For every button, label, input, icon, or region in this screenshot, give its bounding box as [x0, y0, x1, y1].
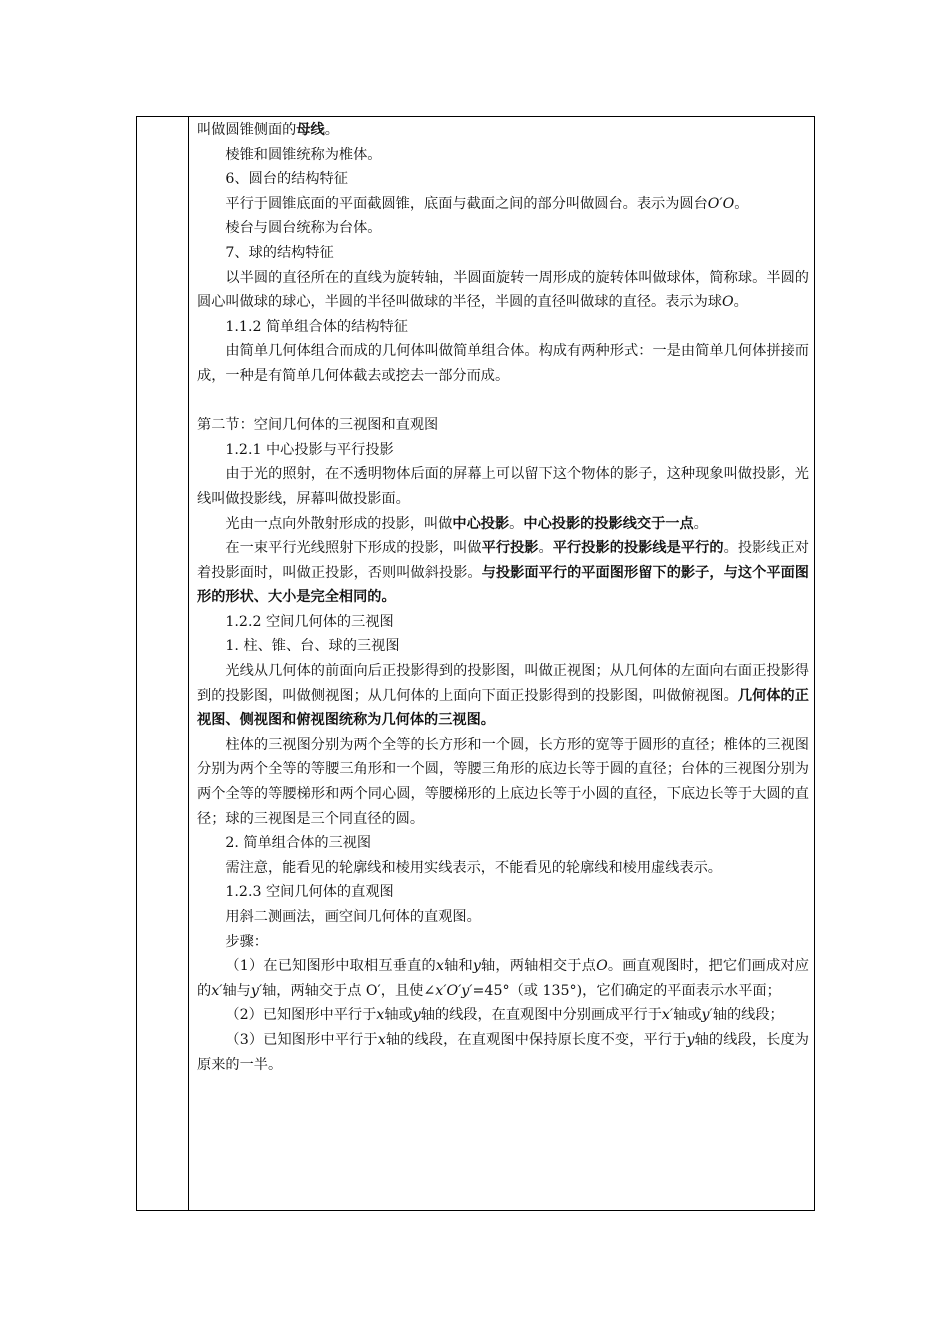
document-body — [197, 118, 809, 1077]
paragraph — [197, 192, 809, 217]
text: 在一束平行光线照射下形成的投影，叫做 — [225, 540, 482, 557]
column-divider — [188, 116, 189, 1211]
text: 轴的线段，长度为原来的一半。 — [197, 1031, 809, 1073]
paragraph — [197, 266, 809, 315]
math-symbol: x — [377, 1031, 386, 1048]
paragraph: 柱体的三视图分别为两个全等的长方形和一个圆，长方形的宽等于圆形的直径；椎体的三视图分别为两个全等的等腰三角形和一个圆，等腰三角形的底边长等于圆的直径；台体的三视图分别为两个全等的等腰梯形和两个同心圆，等腰梯形的上底边长等于小圆的直径，下底边长等于大圆的直径；球的三视图是三个同直径的圆。 — [197, 736, 809, 827]
paragraph: 棱台与圆台统称为台体。 — [225, 220, 382, 237]
math-symbol: x′O′y′ — [435, 982, 473, 999]
step-item — [197, 1028, 809, 1077]
math-symbol: O — [721, 294, 734, 311]
section-heading: 7、球的结构特征 — [225, 244, 334, 261]
section-heading: 1. 柱、锥、台、球的三视图 — [225, 638, 400, 655]
text: 轴与 — [222, 982, 251, 999]
math-symbol: O′O — [707, 195, 735, 212]
paragraph — [197, 512, 809, 537]
math-symbol: O — [596, 958, 608, 975]
math-symbol: x — [435, 958, 444, 975]
text: （2）已知图形中平行于 — [225, 1007, 377, 1024]
step-item — [197, 954, 809, 1003]
text: 。 — [324, 122, 339, 138]
subsection-heading: 1.2.3 空间几何体的直观图 — [225, 884, 394, 901]
bold-term: 中心投影的投影线交于一点 — [523, 515, 694, 532]
text: 平行于圆锥底面的平面截圆锥，底面与截面之间的部分叫做圆台。表示为圆台 — [225, 195, 708, 212]
text: 轴的线段，在直观图中保持原长度不变，平行于 — [385, 1031, 687, 1048]
bold-term: 中心投影 — [452, 515, 510, 532]
text: 。 — [509, 515, 524, 532]
math-symbol: x — [376, 1007, 385, 1024]
paragraph: 用斜二测画法，画空间几何体的直观图。 — [225, 909, 481, 925]
text: 。 — [733, 294, 748, 311]
text: 轴，两轴相交于点 — [480, 958, 597, 975]
text: 轴的线段，在直观图中分别画成平行于 — [420, 1007, 662, 1024]
paragraph: 由于光的照射，在不透明物体后面的屏幕上可以留下这个物体的影子，这种现象叫做投影，光线叫做投影线，屏幕叫做投影面。 — [197, 466, 809, 507]
text: 叫做圆锥侧面的 — [197, 122, 297, 138]
text: （1）在已知图形中取相互垂直的 — [225, 958, 436, 975]
text: 。投影线正对着投影面时，叫做正投影，否则叫做斜投影。 — [197, 540, 809, 581]
math-symbol: y — [472, 958, 481, 975]
text: 光由一点向外散射形成的投影，叫做 — [225, 515, 453, 532]
text: 。 — [734, 195, 749, 212]
math-symbol: y — [412, 1007, 421, 1024]
text: （3）已知图形中平行于 — [225, 1031, 378, 1048]
section-heading: 6、圆台的结构特征 — [225, 171, 348, 188]
math-symbol: x′ — [211, 982, 223, 999]
text: 轴或 — [673, 1007, 702, 1024]
bold-term: 母线 — [296, 122, 325, 138]
text: 。 — [538, 540, 553, 557]
section-heading: 2. 简单组合体的三视图 — [225, 835, 372, 852]
bold-term: 平行投影的投影线是平行的 — [552, 540, 724, 557]
text: 以半圆的直径所在的直线为旋转轴，半圆面旋转一周形成的旋转体叫做球体，简称球。半圆的圆心叫做球的球心，半圆的半径叫做球的半径，半圆的直径叫做球的直径。表示为球 — [197, 269, 809, 311]
paragraph: 需注意，能看见的轮廓线和棱用实线表示，不能看见的轮廓线和棱用虚线表示。 — [225, 859, 722, 876]
math-symbol: y′ — [250, 982, 263, 999]
subsection-heading: 1.2.1 中心投影与平行投影 — [225, 441, 394, 458]
paragraph: 步骤： — [225, 933, 268, 950]
math-symbol: x′ — [661, 1007, 674, 1024]
text: =45°（或 135°)，它们确定的平面表示水平面； — [472, 982, 781, 999]
math-symbol: y — [686, 1031, 695, 1048]
paragraph — [197, 118, 809, 143]
text: 。 — [693, 515, 708, 532]
paragraph — [197, 659, 809, 733]
text: 光线从几何体的前面向后正投影得到的投影图，叫做正视图；从几何体的左面向右面正投影得到的投影图，叫做侧视图；从几何体的上面向下面正投影得到的投影图，叫做俯视图。 — [197, 663, 809, 704]
subsection-heading: 1.2.2 空间几何体的三视图 — [225, 613, 394, 630]
step-item — [197, 1003, 809, 1028]
bold-term: 平行投影 — [481, 540, 539, 557]
subsection-heading: 1.1.2 简单组合体的结构特征 — [225, 318, 408, 335]
paragraph — [197, 536, 809, 610]
text: 轴和 — [443, 958, 473, 975]
text: 轴，两轴交于点 O′，且使∠ — [262, 982, 436, 999]
text: 。画直观图时，把它们画成对应的 — [197, 958, 809, 999]
paragraph: 由简单几何体组合而成的几何体叫做简单组合体。构成有两种形式：一是由简单几何体拼接而成，一种是有简单几何体截去或挖去一部分而成。 — [197, 343, 809, 384]
bold-term: 与投影面平行的平面图形留下的影子，与这个平面图形的形状、大小是完全相同的。 — [197, 564, 809, 606]
text: 轴的线段； — [712, 1007, 784, 1024]
chapter-heading: 第二节：空间几何体的三视图和直观图 — [197, 417, 439, 434]
paragraph: 棱锥和圆锥统称为椎体。 — [225, 146, 382, 163]
text: 轴或 — [384, 1007, 413, 1024]
spacer — [197, 389, 809, 414]
math-symbol: y′ — [701, 1007, 713, 1024]
bold-term: 几何体的正视图、侧视图和俯视图统称为几何体的三视图。 — [197, 687, 809, 729]
